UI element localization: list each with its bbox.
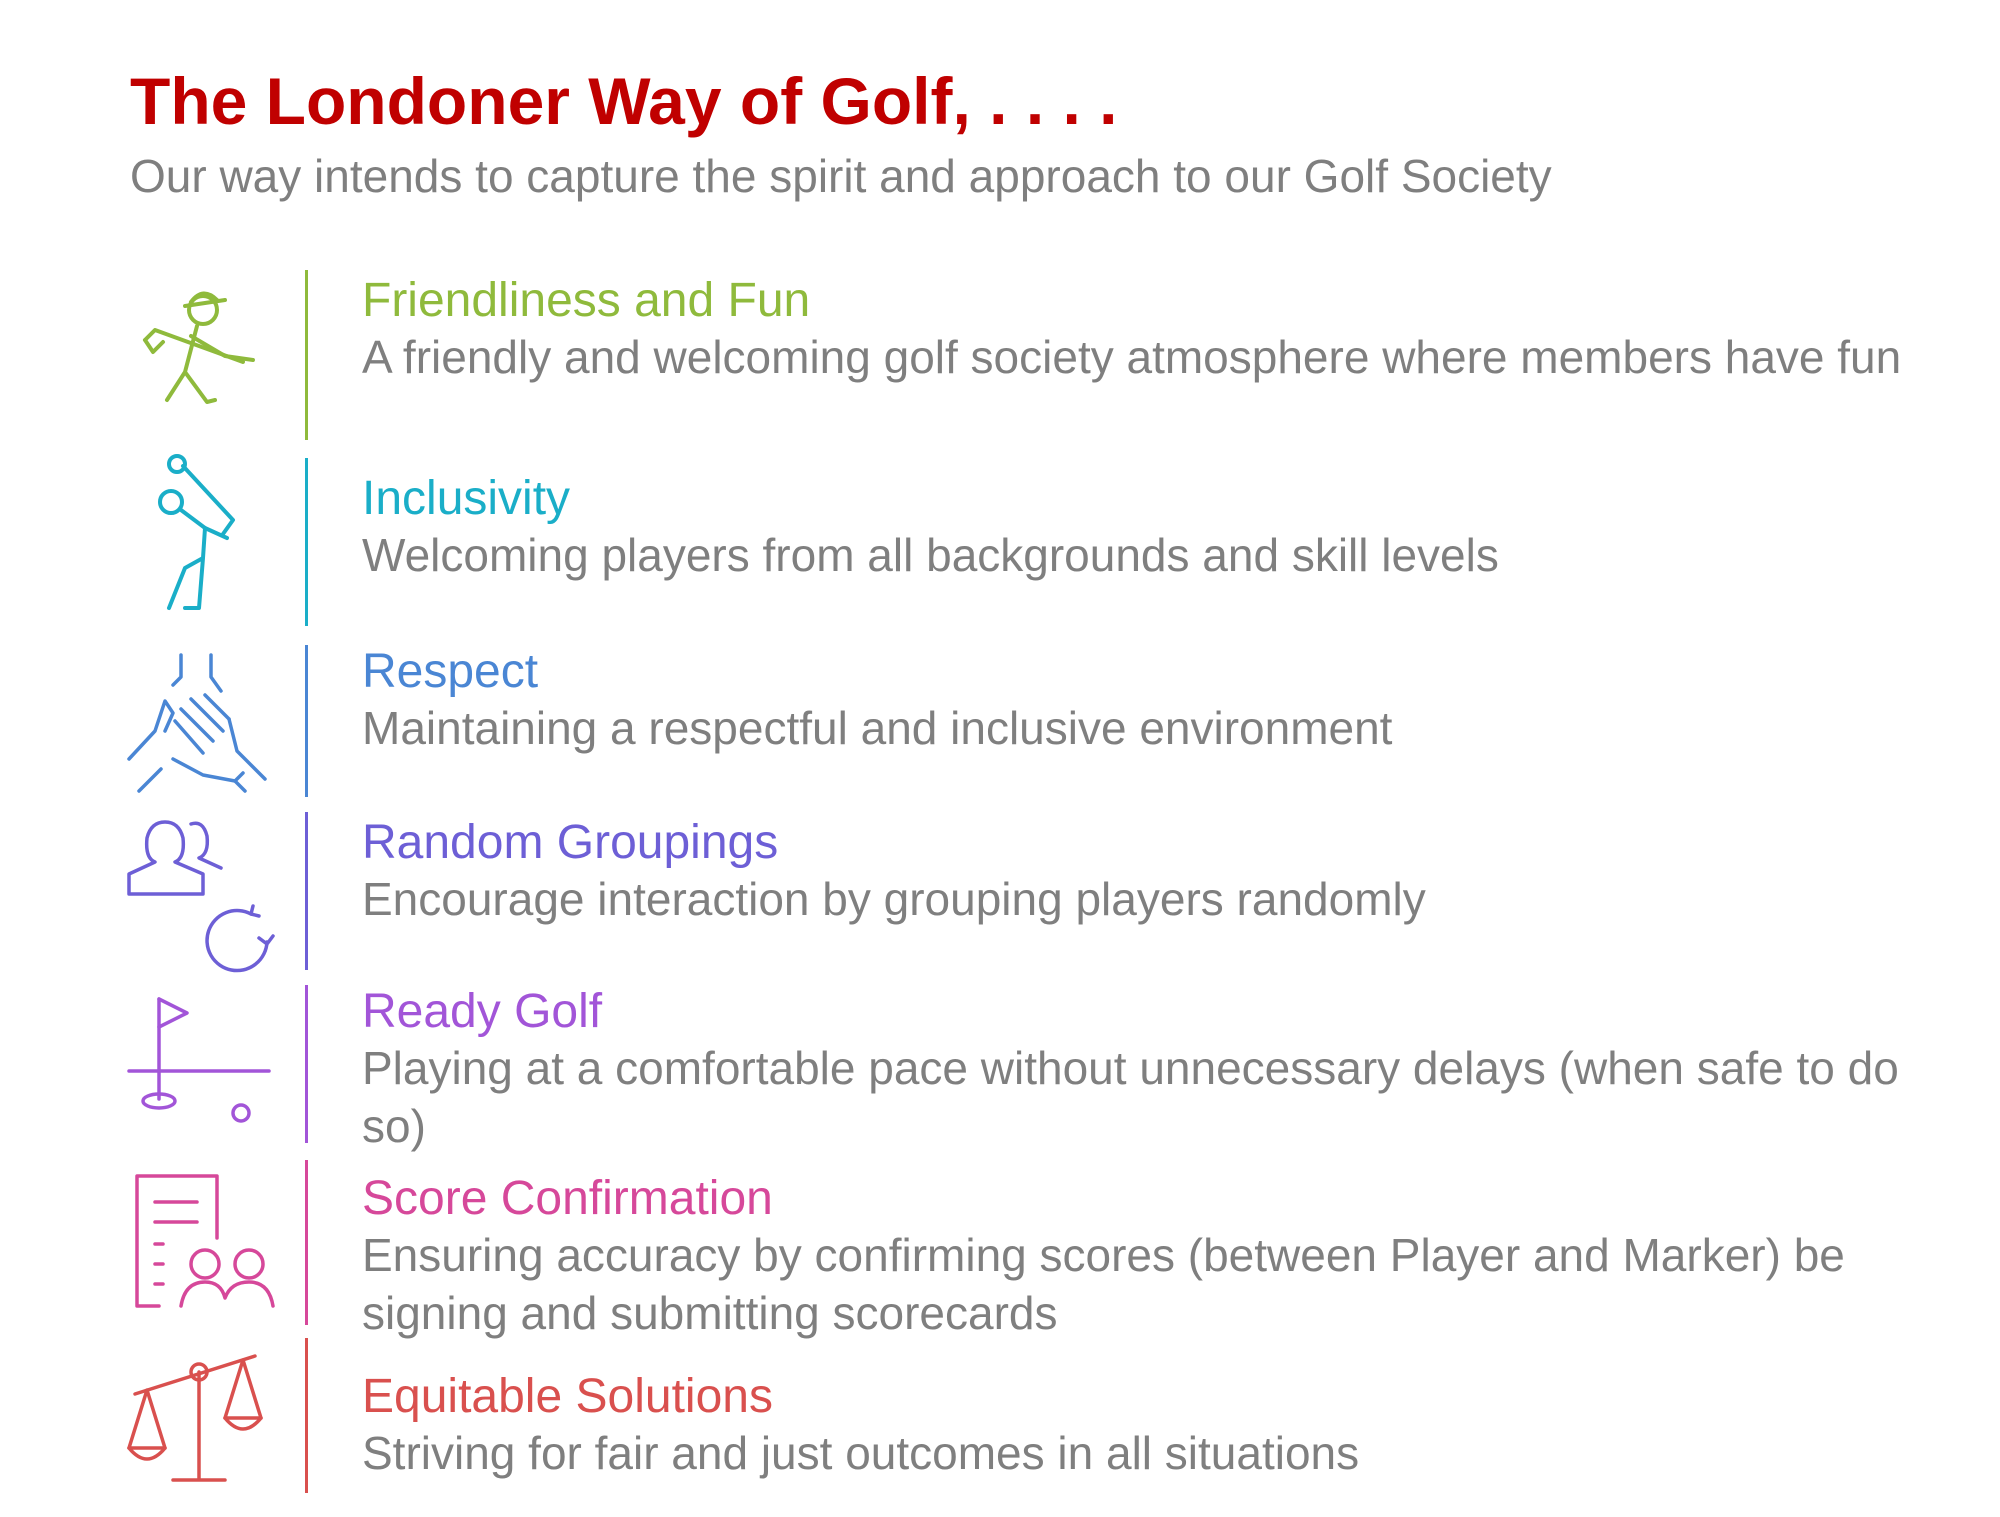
item-heading: Equitable Solutions [362,1370,773,1423]
people-refresh-icon [125,818,285,978]
divider-line [305,645,308,797]
item-description: Encourage interaction by grouping players randomly [362,873,1426,925]
handshake-icon [125,651,285,811]
divider-line [305,1160,308,1325]
scales-icon [125,1352,285,1512]
golfer-swing-icon [125,458,285,618]
item-heading: Random Groupings [362,816,779,869]
item-description: Striving for fair and just outcomes in all situations [362,1427,1360,1479]
item-description: Welcoming players from all backgrounds and skill levels [362,529,1499,581]
item-heading: Inclusivity [362,472,571,525]
golf-flag-icon [125,995,285,1155]
item-description: Playing at a comfortable pace without unnecessary delays (when safe to do so) [362,1042,1899,1152]
page-subtitle: Our way intends to capture the spirit and approach to our Golf Society [130,150,1552,202]
divider-line [305,812,308,970]
item-heading: Ready Golf [362,985,603,1038]
divider-line [305,1338,308,1493]
item-heading: Respect [362,645,539,698]
item-heading: Friendliness and Fun [362,274,811,327]
page-title: The Londoner Way of Golf, . . . . [130,64,1118,138]
item-heading: Score Confirmation [362,1172,773,1225]
divider-line [305,985,308,1143]
divider-line [305,270,308,440]
divider-line [305,458,308,626]
item-description: Maintaining a respectful and inclusive environment [362,702,1393,754]
golfer-cap-icon [125,282,285,442]
item-description: Ensuring accuracy by confirming scores (between Player and Marker) be signing and submitting scorecards [362,1229,1845,1339]
scorecard-people-icon [125,1168,285,1328]
item-description: A friendly and welcoming golf society atmosphere where members have fun [362,331,1902,383]
